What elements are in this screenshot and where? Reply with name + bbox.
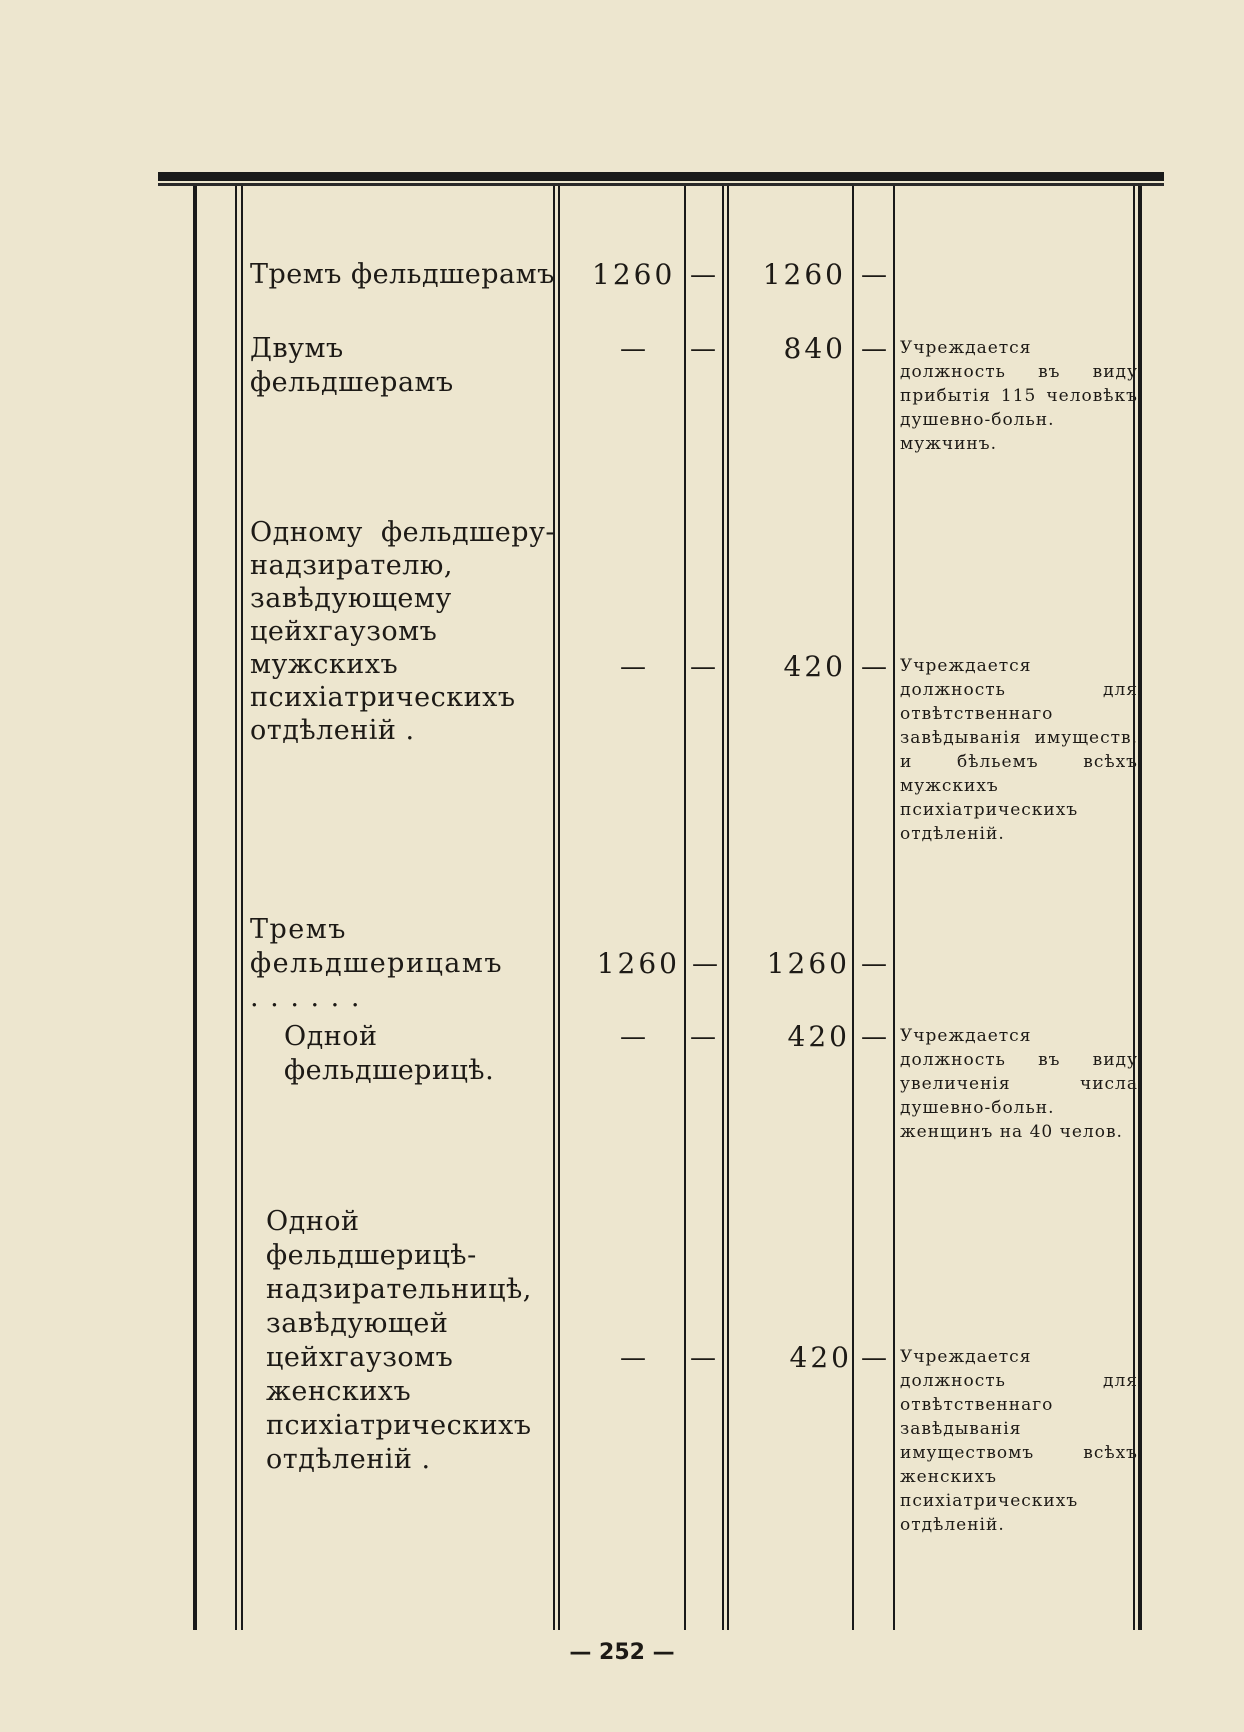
- position-name: Одной фельдшерицѣ.: [284, 1021, 495, 1086]
- amount-col1: —: [620, 1022, 646, 1052]
- amount-col4: —: [861, 1343, 887, 1373]
- column-line-col2-right-2: [727, 186, 729, 1630]
- amount-col2: —: [690, 1022, 716, 1052]
- amount-col3: 420: [789, 1341, 852, 1374]
- position-name: Двумъ фельдшерамъ: [250, 333, 454, 398]
- row-note: Учреждается должность въ виду прибытія 115 человѣкъ душевно-больн. мужчинъ.: [900, 338, 1138, 454]
- position-name: Одной фельдшерицѣ-надзирательницѣ, завѣдующей цейхгаузомъ женскихъ психіатрическихъ отдѣленій .: [266, 1206, 532, 1475]
- row-note: Учреждается должность для отвѣтственнаго завѣдыванія имуществ. и бѣльемъ всѣхъ мужскихъ психіатрическихъ отдѣленій.: [900, 656, 1138, 844]
- column-line-col4-right: [893, 186, 895, 1630]
- amount-col2: —: [690, 334, 716, 364]
- amount-col2: —: [692, 949, 718, 979]
- amount-col2: —: [690, 1343, 716, 1373]
- amount-col2: —: [690, 652, 716, 682]
- amount-col2: —: [690, 260, 716, 290]
- amount-col3: 420: [787, 1020, 850, 1053]
- amount-col1: 1260: [596, 947, 680, 980]
- amount-col3: 840: [783, 332, 846, 365]
- top-thick-rule: [158, 172, 1164, 181]
- amount-col1: 1260: [592, 258, 676, 291]
- amount-col4: —: [861, 949, 887, 979]
- position-name: Одному фельдшеру-надзирателю, завѣдующему цейхгаузомъ мужскихъ психіатрическихъ отдѣленій .: [250, 517, 555, 746]
- column-line-col1-right: [684, 186, 686, 1630]
- amount-col1: —: [620, 334, 646, 364]
- row-note: Учреждается должность въ виду увеличенія числа душевно-больн. женщинъ на 40 челов.: [900, 1026, 1138, 1142]
- column-line-outer-right: [1138, 186, 1142, 1630]
- column-line-col3-right: [852, 186, 854, 1630]
- column-line-outer-left: [193, 186, 197, 1630]
- amount-col4: —: [861, 334, 887, 364]
- amount-col4: —: [861, 1022, 887, 1052]
- row-note: Учреждается должность для отвѣтственнаго завѣдыванія имуществомъ всѣхъ женскихъ психіатрическихъ отдѣленій.: [900, 1347, 1138, 1535]
- amount-col4: —: [861, 652, 887, 682]
- column-line-name-right-2: [558, 186, 560, 1630]
- amount-col1: —: [620, 652, 646, 682]
- column-line-inner-left: [235, 186, 237, 1630]
- page-number: — 252 —: [569, 1640, 675, 1665]
- amount-col3: 1260: [766, 947, 850, 980]
- position-name: Тремъ фельдшерамъ: [250, 259, 555, 290]
- amount-col1: —: [620, 1343, 646, 1373]
- column-line-col2-right: [722, 186, 724, 1630]
- amount-col3: 420: [783, 650, 846, 683]
- position-name: Тремъ фельдшерицамъ . . . . . .: [250, 914, 504, 1013]
- amount-col4: —: [861, 260, 887, 290]
- amount-col3: 1260: [762, 258, 846, 291]
- column-line-inner-left-2: [241, 186, 243, 1630]
- top-thin-rule: [158, 183, 1164, 186]
